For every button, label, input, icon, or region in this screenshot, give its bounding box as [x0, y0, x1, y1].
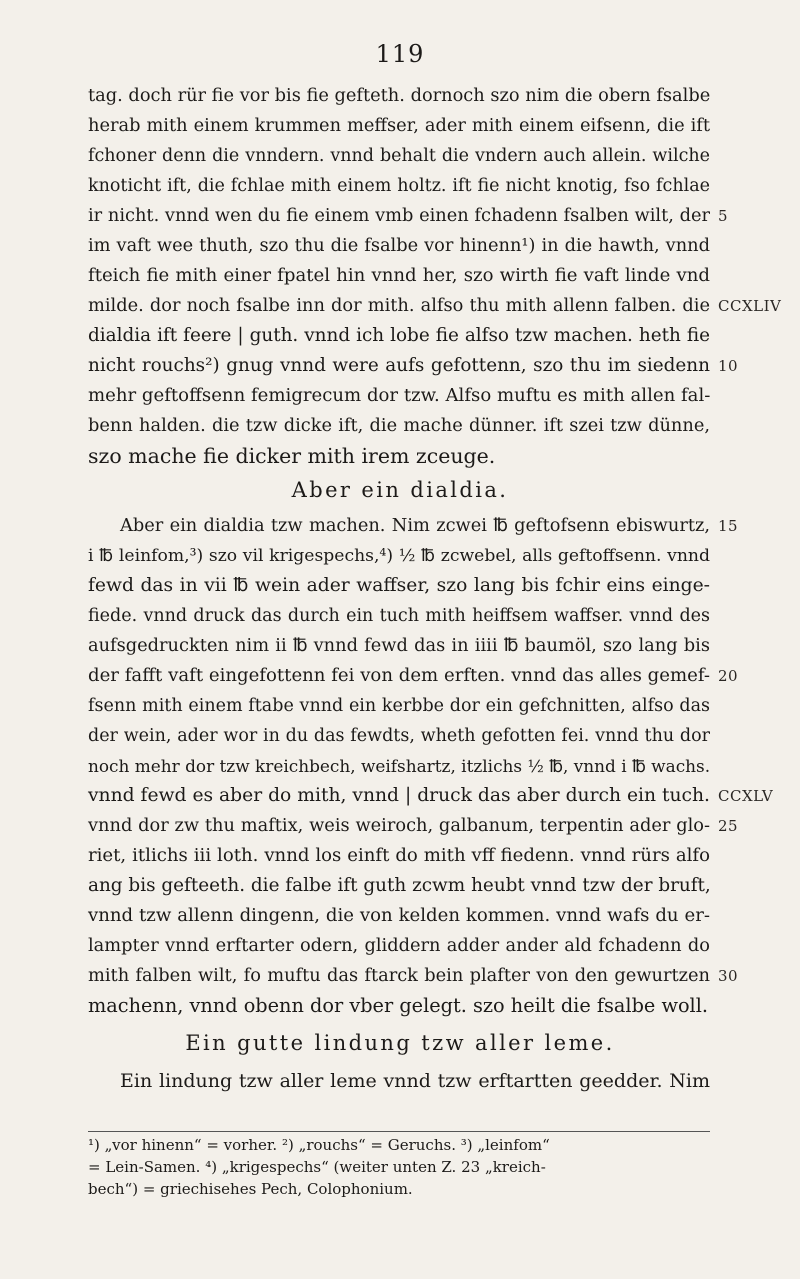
text-line: im vaft wee thuth, szo thu die fsalbe vor hinenn¹) in die hawth, vnnd — [88, 235, 710, 256]
footnote-divider — [88, 1131, 710, 1132]
text-line: fchoner denn die vnndern. vnnd behalt die vndern auch allein. wilche — [88, 146, 710, 166]
text-line: mehr geftoffsenn femigrecum dor tzw. Alfso muftu es mith allen fal- — [88, 385, 711, 406]
text-line: nicht rouchs²) gnug vnnd were aufs gefottenn, szo thu im siedenn — [88, 355, 710, 376]
text-line: knoticht ift, die fchlae mith einem holtz. ift fie nicht knotig, fso fchlae — [88, 176, 710, 196]
text-line: szo mache fie dicker mith irem zceuge. — [88, 444, 496, 468]
text-line: noch mehr dor tzw kreichbech, weifshartz, itzlichs ½ ℔, vnnd i ℔ wachs. — [88, 756, 711, 776]
section-heading: Ein gutte lindung tzw aller leme. — [185, 1031, 615, 1055]
text-line: mith falben wilt, fo muftu das ftarck bein plafter von den gewurtzen — [88, 965, 710, 986]
text-line: lampter vnnd erftarter odern, gliddern adder ander ald fchadenn do — [88, 935, 710, 956]
text-line: der wein, ader wor in du das fewdts, wheth gefotten fei. vnnd thu dor — [88, 726, 710, 746]
footnote-line: bech“) = griechisehes Pech, Colophonium. — [88, 1180, 413, 1198]
text-line: riet, itlichs iii loth. vnnd los einft do mith vff fiedenn. vnnd rürs alfo — [88, 845, 710, 866]
text-line: fsenn mith einem ftabe vnnd ein kerbbe dor ein gefchnitten, alfso das — [88, 696, 710, 716]
folio-marker: CCXLV — [718, 787, 774, 805]
text-line: milde. dor noch fsalbe inn dor mith. alfso thu mith allenn falben. die — [88, 295, 710, 316]
text-line: tag. doch rür fie vor bis fie gefteth. dornoch szo nim die obern fsalbe — [88, 85, 711, 106]
folio-marker: CCXLIV — [718, 297, 782, 315]
line-number: 25 — [718, 817, 739, 835]
text-line: i ℔ leinfom,³) szo vil krigespechs,⁴) ½ ℔ zcwebel, alls geftoffsenn. vnnd — [88, 546, 710, 566]
section-heading: Aber ein dialdia. — [291, 478, 509, 502]
text-line: dialdia ift feere | guth. vnnd ich lobe fie alfso tzw machen. heth fie — [88, 325, 710, 346]
text-line: vnnd fewd es aber do mith, vnnd | druck das aber durch ein tuch. — [88, 785, 710, 806]
text-line: ir nicht. vnnd wen du fie einem vmb einen fchadenn fsalben wilt, der — [88, 205, 710, 226]
page-number: 119 — [375, 40, 425, 68]
text-line: Aber ein dialdia tzw machen. Nim zcwei ℔ geftofsenn ebiswurtz, — [120, 515, 710, 536]
text-line: fteich fie mith einer fpatel hin vnnd her, szo wirth fie vaft linde vnd — [88, 265, 710, 286]
text-line: fiede. vnnd druck das durch ein tuch mith heiffsem waffser. vnnd des — [88, 606, 710, 626]
text-line: vnnd tzw allenn dingenn, die von kelden kommen. vnnd wafs du er- — [88, 905, 710, 926]
text-line: fewd das in vii ℔ wein ader waffser, szo lang bis fchir eins einge- — [88, 575, 710, 596]
footnote-line: = Lein-Samen. ⁴) „krigespechs“ (weiter unten Z. 23 „kreich- — [88, 1158, 546, 1176]
text-line: vnnd dor zw thu maftix, weis weiroch, galbanum, terpentin ader glo- — [88, 815, 710, 836]
line-number: 15 — [718, 517, 739, 535]
footnote-line: ¹) „vor hinenn“ = vorher. ²) „rouchs“ = Geruchs. ³) „leinfom“ — [88, 1136, 550, 1154]
text-line: benn halden. die tzw dicke ift, die mache dünner. ift szei tzw dünne, — [88, 415, 710, 436]
text-line: machenn, vnnd obenn dor vber gelegt. szo heilt die fsalbe woll. — [88, 994, 709, 1017]
text-line: herab mith einem krummen meffser, ader mith einem eifsenn, die ift — [88, 115, 710, 136]
text-line: der fafft vaft eingefottenn fei von dem erften. vnnd das alles gemef- — [88, 665, 710, 686]
line-number: 20 — [718, 667, 739, 685]
line-number: 30 — [718, 967, 739, 985]
line-number: 5 — [718, 207, 729, 225]
text-line: aufsgedruckten nim ii ℔ vnnd fewd das in iiii ℔ baumöl, szo lang bis — [88, 635, 710, 656]
text-line: ang bis gefteeth. die falbe ift guth zcwm heubt vnnd tzw der bruft, — [88, 875, 711, 896]
text-line: Ein lindung tzw aller leme vnnd tzw erftartten geedder. Nim — [120, 1070, 710, 1092]
line-number: 10 — [718, 357, 739, 375]
